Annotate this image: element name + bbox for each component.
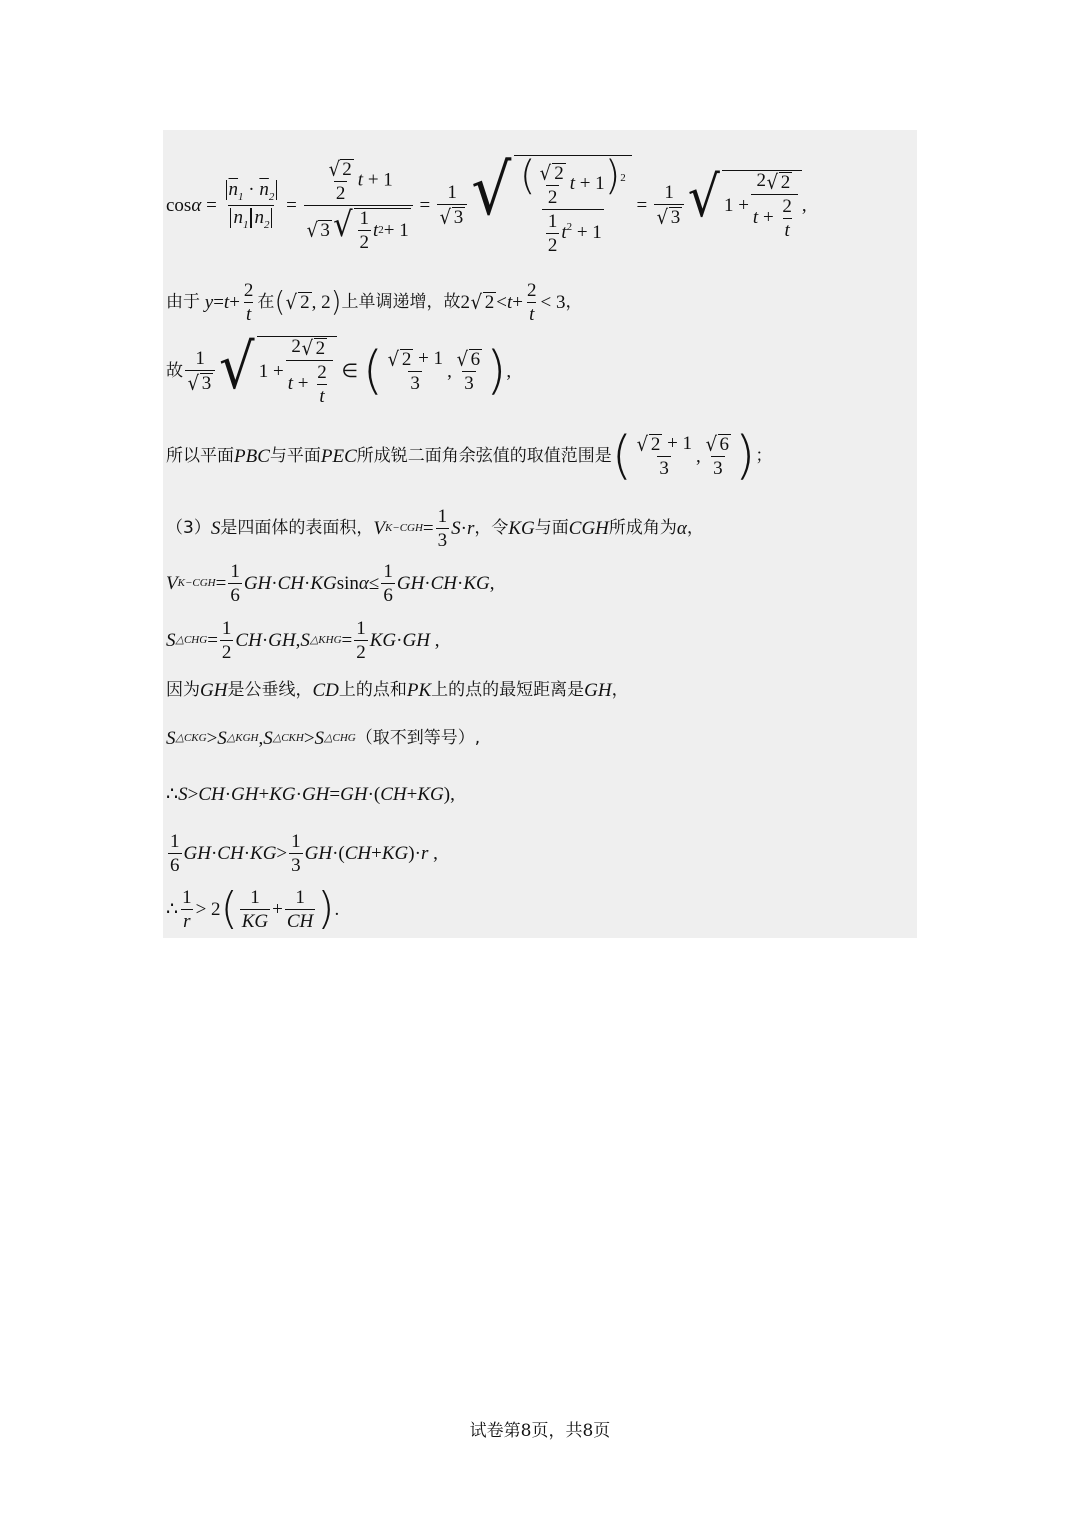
final-conclusion: ∴ $\frac{1}{r}$ > 2 ( $\frac{1}{KG}$ + $\frac{1}{CH}$ ) . <box>166 883 340 934</box>
volume-radius-inequality: $\frac{1}{6}$ GH · CH · KG > $\frac{1}{3}$ GH · ( CH + KG ) · r , <box>170 830 438 876</box>
volume-inequality: V K−CGH = $\frac{1}{6}$ GH · CH · KG sin α ≤ $\frac{1}{6}$ GH · CH · KG , <box>166 560 495 606</box>
dihedral-conclusion: 所以平面 PBC 与平面 PEC 所成锐二面角余弦值的取值范围是 ( √ 2 + 1 3 , √ 6 3 ) ； <box>166 426 773 486</box>
monotonic-statement: 由于 y = t + $\frac{2}{t}$ 在 ( √ 2 , 2 ) 上单调递增，故 2 √ 2 < t + $\frac{2}{t}$ < 3 ， <box>166 279 583 325</box>
area-comparison: S △CKG > S △KGH , S △CKH > S △CHG （取不到等号）, <box>166 727 481 749</box>
surface-inequality: ∴ S > CH · GH + KG · GH = GH · ( CH + KG ), <box>166 783 455 805</box>
part3-intro: （3） S 是四面体的表面积， V K−CGH = $\frac{1}{3}$ S · r ，令 KG 与面 CGH 所成角为 α ， <box>166 505 704 551</box>
formula-cos-alpha: cos α = $\frac{\overline{n}_1 \cdot \overline{n}_2}{n_1 n_2}$ = √ 2 2 t + 1 √ 3 √ $\frac{1}{2}$ t 2 + 1 = 1 √ 3 √ ( √ 2 2 t + 1)$^2$ $\frac{1}{2}$ $t^2 + 1$ = 1 √ 3 √ 1 + 2 √ 2 t + $\frac{2}{t}$ , <box>166 149 807 256</box>
perpendicular-statement: 因为 GH 是公垂线， CD 上的点和 PK 上的点的最短距离是 GH ， <box>166 679 629 701</box>
page-footer: 试卷第8页，共8页 <box>469 1421 611 1441</box>
range-statement: 故 1 √ 3 √ 1 + 2 √ 2 t + $\frac{2}{t}$ ∈ ( √ 2 + 1 3 , √ 6 3 ) , <box>166 330 512 407</box>
area-formulas: S △CHG = $\frac{1}{2}$ CH · GH , S △KHG = $\frac{1}{2}$ KG · GH , <box>166 617 440 663</box>
